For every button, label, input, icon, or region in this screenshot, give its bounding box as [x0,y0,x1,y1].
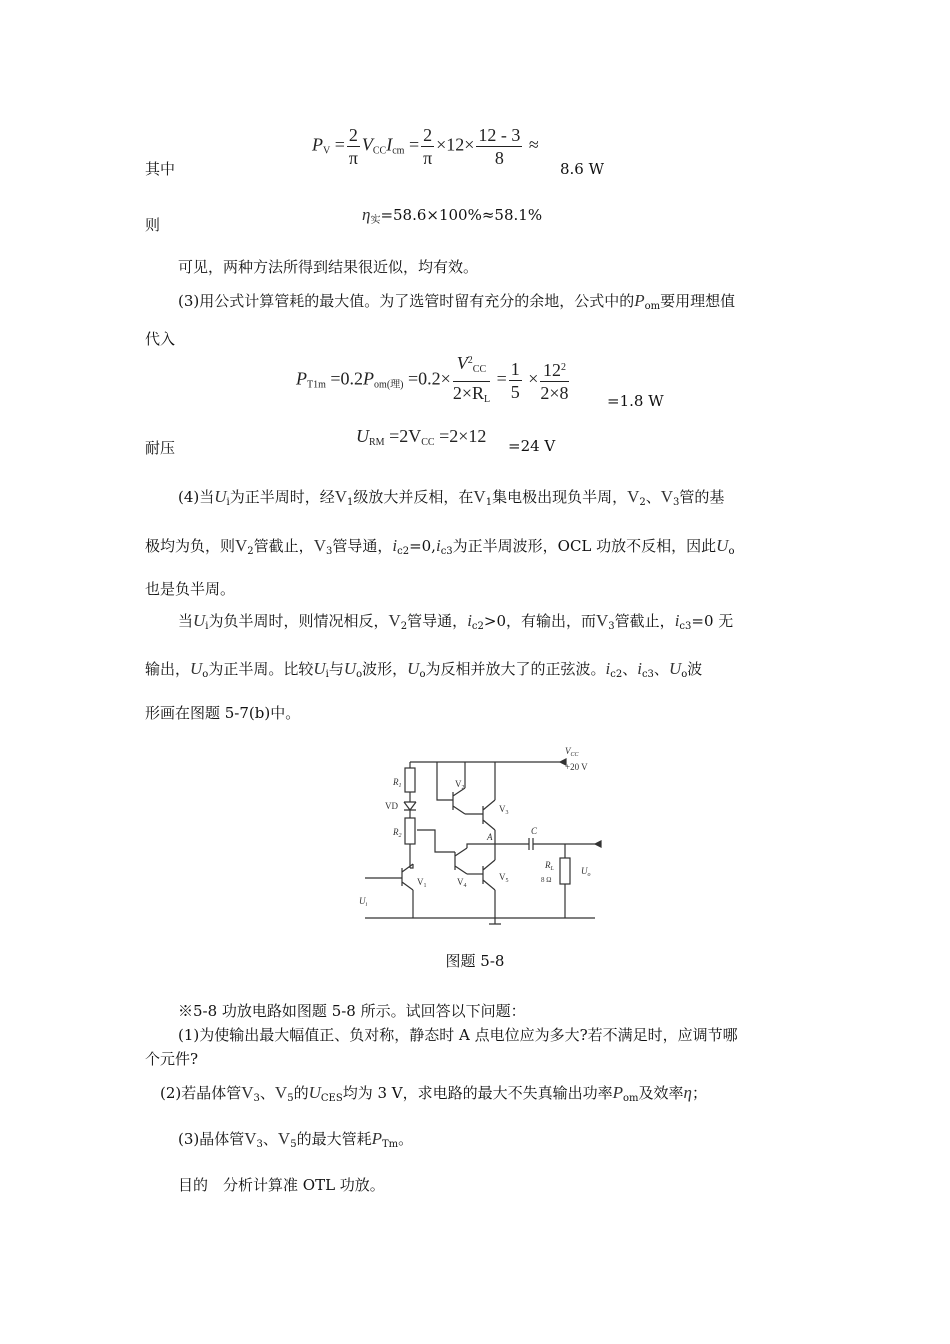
paragraph-4-line1: (4)当$U_i$为正半周时，经$V_1$级放大并反相，在$V_1$集电极出现负半周，$V_2$、$V_3$管的基 [178,487,725,508]
svg-text:C: C [531,826,538,836]
paragraph-4-line2: 极均为负，则$V_2$管截止，$V_3$管导通，$i_{c2}=0,i_{c3}$为正半周波形，OCL 功放不反相，因此$U_o$ [145,536,735,557]
question-1: (1)为使输出最大幅值正、负对称，静态时 A 点电位应为多大?若不满足时，应调节哪 [178,1026,738,1044]
svg-text:V4: $V_4$ [457,877,467,889]
paragraph-5-line3: 形画在图题 5-7(b)中。 [145,704,301,722]
svg-text:V5: $V_5$ [499,872,509,884]
eq3-result: =1.8 W [607,392,664,410]
equation-max-dissipation: $P_{T1m} =0.2P_{om(理)} =0.2\times$ $\frac{V^2_{CC}}{2\times R_L}$ = $\frac{1}{5}$ × $\frac{12^2}{2\times 8}$ [296,350,571,411]
circuit-diagram [355,740,605,925]
eq4-result: =24 V [508,437,556,455]
paragraph-5-line2: 输出，$U_o$为正半周。比较$U_i$与$U_o$波形，$U_o$为反相并放大了的正弦波。$i_{c2}$、$i_{c3}$、$U_o$波 [145,659,703,680]
svg-text:VD: VD [385,801,398,811]
question-1-cont: 个元件? [145,1050,199,1068]
eq4-lead: 耐压 [145,439,176,457]
paragraph-4-line3: 也是负半周。 [145,580,236,598]
equation-power-supply: $P_V$ = $\frac{2}{\pi}$ $V_{CC}I_{cm}$ = $\frac{2}{\pi}$ ×12× $\frac{12 - 3}{8}$ ≈ [312,125,539,168]
eq1-lead: 其中 [145,160,176,178]
svg-text:V3: $V_3$ [499,804,509,816]
paragraph-3: (3)用公式计算管耗的最大值。为了选管时留有充分的余地，公式中的$P_{om}$要用理想值 [178,291,736,312]
question-2: (2)若晶体管$V_3$、$V_5$的$U_{CES}$均为 3 V，求电路的最大不失真输出功率$P_{om}$及效率η； [160,1083,707,1104]
svg-text:R1: $R_1$ [393,777,402,789]
equation-withstand-voltage: $U_{RM} =2V_{CC} =2\times 12$ [356,426,487,448]
paragraph-conclusion: 可见，两种方法所得到结果很近似，均有效。 [178,258,479,276]
question-goal: 目的 分析计算准 OTL 功放。 [178,1176,385,1194]
svg-text:Uo: $U_o$ [581,866,591,878]
question-3: (3)晶体管$V_3$、$V_5$的最大管耗$P_{Tm}$。 [178,1129,414,1150]
paragraph-3-cont: 代入 [145,330,176,348]
equation-efficiency: $\eta_实=58.6\times 100\%\approx 58.1\%$ [362,205,543,226]
svg-text:V1: $V_1$ [417,877,427,889]
svg-text:A: A [487,832,493,842]
svg-text:V2: $V_2$ [455,779,465,791]
eq2-lead: 则 [145,216,161,234]
svg-text:R2: $R_2$ [393,827,402,839]
question-title: ※5-8 功放电路如图题 5-8 所示。试回答以下问题： [178,1002,526,1020]
label-vcc-value: +20 V [565,762,588,772]
paragraph-5-line1: 当$U_i$为负半周时，则情况相反，$V_2$管导通，$i_{c2}>0$，有输出，而$V_3$管截止，$i_{c3}=0$ 无 [178,611,734,632]
figure-caption: 图题 5-8 [445,952,505,970]
eq1-result: 8.6 W [560,160,605,178]
label-vcc: $V_{CC}$ [565,746,579,758]
svg-text:Ui: $U_i$ [359,896,368,908]
svg-text:RL: $R_L$ [545,860,554,872]
svg-text:8 Ω: 8 Ω [541,876,552,884]
